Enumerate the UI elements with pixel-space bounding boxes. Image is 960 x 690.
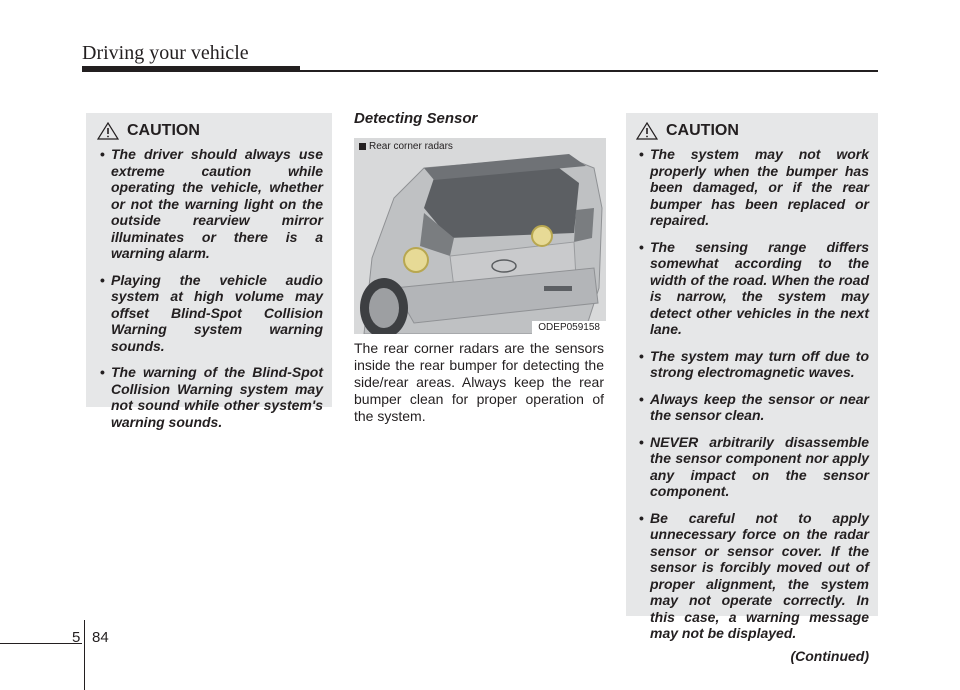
caution-item: • Playing the vehicle audio system at high volume may offset Blind-Spot Collision Warning system warning sounds. <box>97 272 323 355</box>
figure-caption-text: Rear corner radars <box>369 141 453 152</box>
page-number: 84 <box>92 629 109 646</box>
header-rule-thin <box>300 70 878 72</box>
caution-box-left <box>86 113 332 430</box>
body-paragraph: The rear corner radars are the sensors inside the rear bumper for detecting the side/rear areas. Always keep the rear bumper clean for proper operation of the system. <box>354 340 604 424</box>
caution-list-left <box>97 146 323 430</box>
caution-item: • The sensing range differs somewhat according to the width of the road. When the road is narrow, the system may detect other vehicles in the next lane. <box>636 239 869 338</box>
figure-caption <box>359 141 453 152</box>
caution-list-right <box>636 146 869 642</box>
caution-label: CAUTION <box>127 122 200 139</box>
caution-item: • The system may turn off due to strong electromagnetic waves. <box>636 348 869 381</box>
caution-item: • The driver should always use extreme caution while operating the vehicle, whether or not the warning light on the outside rearview mirror illuminates or there is a warning alarm. <box>97 146 323 262</box>
caution-item: • Always keep the sensor or near the sensor clean. <box>636 391 869 424</box>
caution-item: • Be careful not to apply unnecessary force on the radar sensor or sensor cover. If the sensor is forcibly moved out of proper alignment, the system may not operate correctly. In this case, a warning message may not be displayed. <box>636 510 869 642</box>
caution-item: • NEVER arbitrarily disassemble the sensor component nor apply any impact on the sensor component. <box>636 434 869 500</box>
continued-label: (Continued) <box>790 647 869 664</box>
footer-rule-vertical <box>84 620 85 690</box>
header-rule-thick <box>82 66 300 72</box>
caution-heading-left <box>97 122 323 140</box>
car-rear-illustration <box>354 138 606 334</box>
page-header-title: Driving your vehicle <box>82 42 249 64</box>
rear-radar-figure <box>354 138 606 334</box>
warning-triangle-icon <box>636 122 658 140</box>
section-title: Detecting Sensor <box>354 110 478 127</box>
caution-label: CAUTION <box>666 122 739 139</box>
section-number: 5 <box>72 629 81 646</box>
caution-box-right <box>626 113 878 664</box>
caption-square-icon <box>359 143 366 150</box>
caution-heading-right <box>636 122 869 140</box>
footer-rule-horizontal <box>0 643 82 644</box>
caution-item: • The system may not work properly when the bumper has been damaged, or if the rear bumper has been replaced or repaired. <box>636 146 869 229</box>
caution-item: • The warning of the Blind-Spot Collision Warning system may not sound while other system's warning sounds. <box>97 364 323 430</box>
warning-triangle-icon <box>97 122 119 140</box>
figure-code: ODEP059158 <box>532 321 606 334</box>
